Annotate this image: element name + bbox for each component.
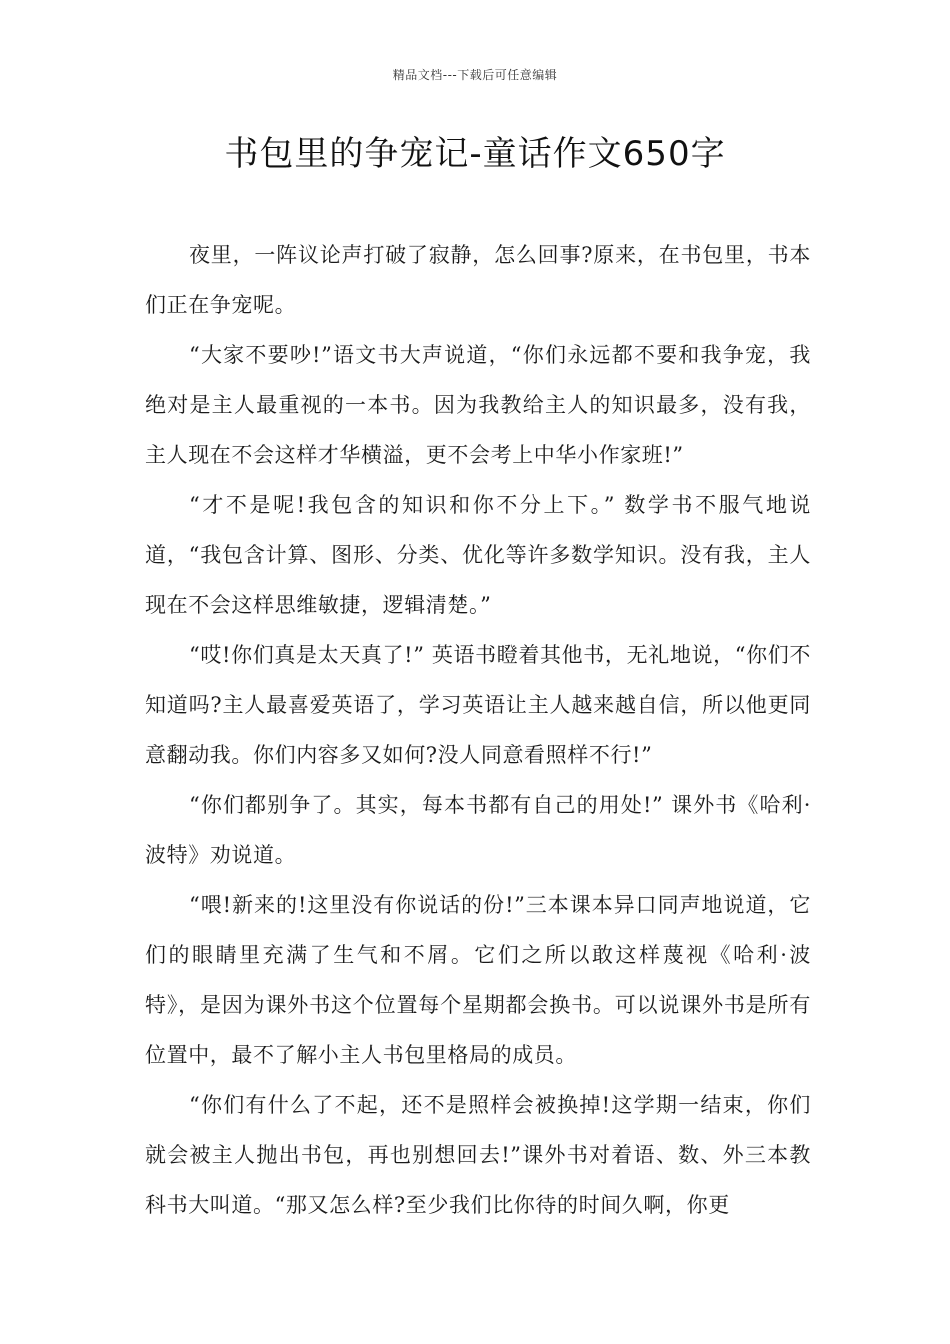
paragraph: “你们有什么了不起，还不是照样会被换掉!这学期一结束，你们就会被主人抛出书包，再也别想回去!”课外书对着语、数、外三本教科书大叫道。“那又怎么样?至少我们比你待的时间久啊，你更 <box>145 1093 811 1217</box>
paragraph: “哎!你们真是太天真了!” 英语书瞪着其他书，无礼地说，“你们不知道吗?主人最喜爱英语了，学习英语让主人越来越自信，所以他更同意翻动我。你们内容多又如何?没人同意看照样不行!” <box>145 643 811 767</box>
paragraph: “才不是呢!我包含的知识和你不分上下。” 数学书不服气地说道，“我包含计算、图形、分类、优化等许多数学知识。没有我，主人现在不会这样思维敏捷，逻辑清楚。” <box>145 493 811 617</box>
document-title: 书包里的争宠记-童话作文650字 <box>224 134 726 174</box>
paragraph: “你们都别争了。其实，每本书都有自己的用处!” 课外书《哈利·波特》劝说道。 <box>145 793 811 867</box>
paragraph: “大家不要吵!”语文书大声说道，“你们永远都不要和我争宠，我绝对是主人最重视的一本书。因为我教给主人的知识最多，没有我，主人现在不会这样才华横溢，更不会考上中华小作家班!” <box>145 343 811 467</box>
paragraph: 夜里，一阵议论声打破了寂静，怎么回事?原来，在书包里，书本们正在争宠呢。 <box>145 243 811 317</box>
document-body <box>145 230 811 1230</box>
header-note: 精品文档---下载后可任意编辑 <box>392 68 558 82</box>
paragraph: “喂!新来的!这里没有你说话的份!”三本课本异口同声地说道，它们的眼睛里充满了生气和不屑。它们之所以敢这样蔑视《哈利·波特》，是因为课外书这个位置每个星期都会换书。可以说课外书是所有位置中，最不了解小主人书包里格局的成员。 <box>145 893 811 1067</box>
